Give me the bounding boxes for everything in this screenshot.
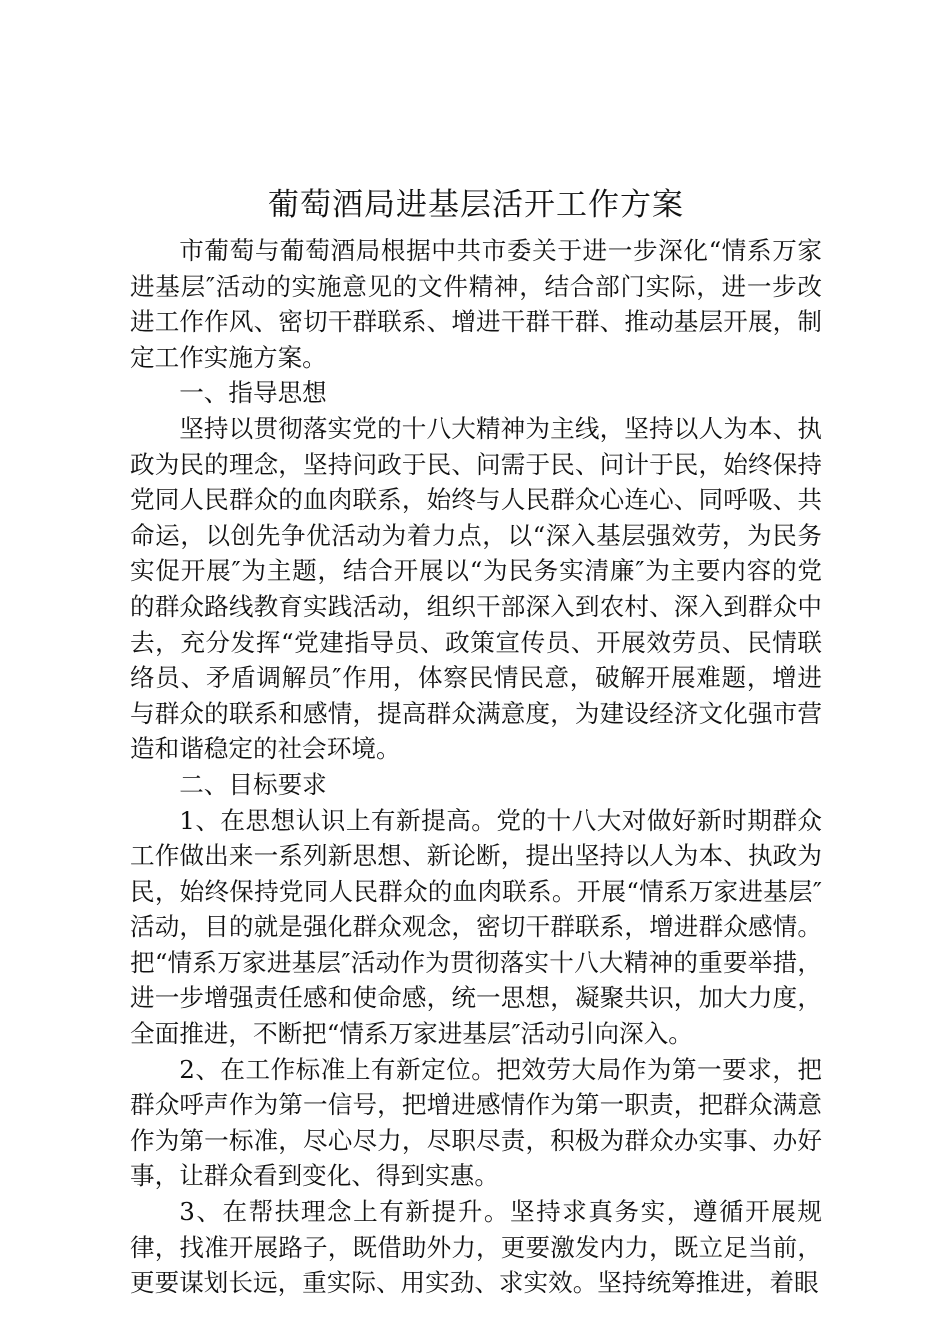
guiding-ideology-paragraph: 坚持以贯彻落实党的十八大精神为主线，坚持以人为本、执政为民的理念，坚持问政于民、问需于民、问计于民，始终保持党同人民群众的血肉联系，始终与人民群众心连心、同呼吸、共命运，以创先争优活动为着力点，以“深入基层强效劳，为民务实促开展″为主题，结合开展以“为民务实清廉″为主要内容的党的群众路线教育实践活动，组织干部深入到农村、深入到群众中去，充分发挥“党建指导员、政策宣传员、开展效劳员、民情联络员、矛盾调解员″作用，体察民情民意，破解开展难题，增进与群众的联系和感情，提高群众满意度，为建设经济文化强市营造和谐稳定的社会环境。 xyxy=(130,413,822,764)
document-body xyxy=(130,183,822,1301)
objective-item-3: 3、在帮扶理念上有新提升。坚持求真务实，遵循开展规律，找准开展路子，既借助外力，更要激发内力，既立足当前，更要谋划长远，重实际、用实劲、求实效。坚持统筹推进，着眼 xyxy=(130,1197,822,1298)
objective-item-1: 1、在思想认识上有新提高。党的十八大对做好新时期群众工作做出来一系列新思想、新论断，提出坚持以人为本、执政为民，始终保持党同人民群众的血肉联系。开展“情系万家进基层″活动，目的就是强化群众观念，密切干群联系，增进群众感情。把“情系万家进基层″活动作为贯彻落实十八大精神的重要举措，进一步增强责任感和使命感，统一思想，凝聚共识，加大力度，全面推进，不断把“情系万家进基层″活动引向深入。 xyxy=(130,805,822,1049)
section-heading-objectives: 二、目标要求 xyxy=(179,769,327,799)
intro-paragraph: 市葡萄与葡萄酒局根据中共市委关于进一步深化“情系万家进基层″活动的实施意见的文件精神，结合部门实际，进一步改进工作作风、密切干群联系、增进干群干群、推动基层开展，制定工作实施方案。 xyxy=(130,236,822,372)
objective-item-2: 2、在工作标准上有新定位。把效劳大局作为第一要求，把群众呼声作为第一信号，把增进感情作为第一职责，把群众满意作为第一标准，尽心尽力，尽职尽责，积极为群众办实事、办好事，让群众看到变化、得到实惠。 xyxy=(130,1054,822,1191)
section-heading-guiding-ideology: 一、指导思想 xyxy=(179,378,327,408)
document-title: 葡萄酒局进基层活开工作方案 xyxy=(268,187,684,223)
